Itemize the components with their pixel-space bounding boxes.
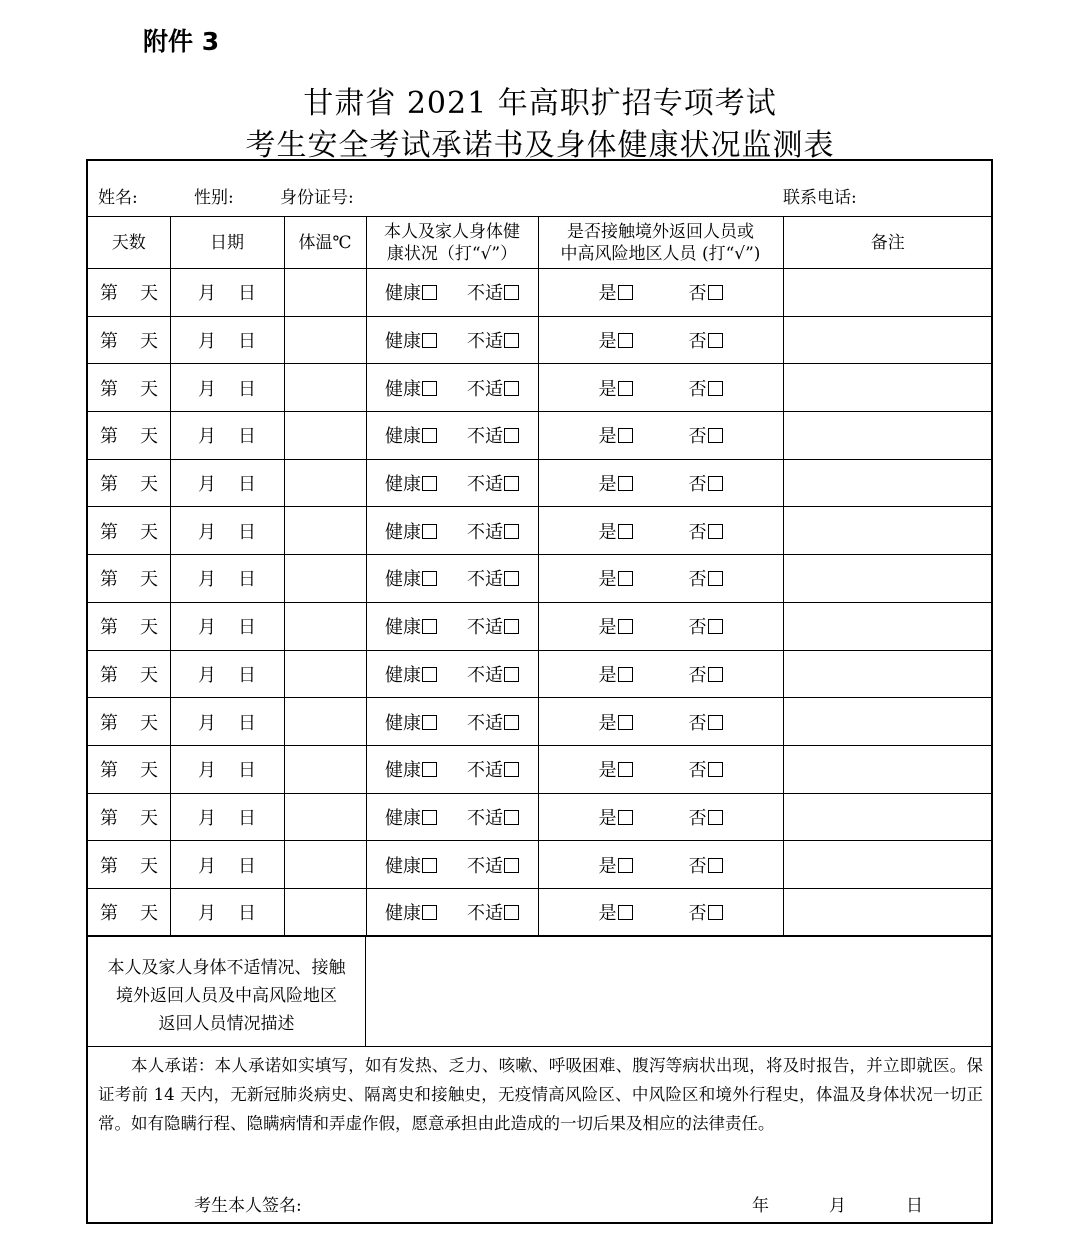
date-cell: 月 日 — [170, 888, 284, 936]
health-status-cell: 健康 不适 — [366, 698, 538, 746]
contact-status-cell: 是 否 — [538, 793, 783, 841]
col-day-header: 天数 — [88, 217, 170, 269]
no-checkbox[interactable] — [708, 476, 723, 491]
remark-cell[interactable] — [783, 650, 992, 698]
healthy-checkbox[interactable] — [422, 762, 437, 777]
table-row — [88, 364, 992, 412]
remark-cell[interactable] — [783, 698, 992, 746]
form-subtitle: 考生安全考试承诺书及身体健康状况监测表 — [245, 128, 835, 163]
table-row — [88, 698, 992, 746]
healthy-checkbox[interactable] — [422, 810, 437, 825]
remark-cell[interactable] — [783, 269, 992, 317]
date-cell: 月 日 — [170, 364, 284, 412]
name-label: 姓名: — [98, 188, 138, 208]
contact-status-cell: 是 否 — [538, 364, 783, 412]
remark-cell[interactable] — [783, 507, 992, 555]
remark-cell[interactable] — [783, 555, 992, 603]
contact-status-cell: 是 否 — [538, 459, 783, 507]
remark-cell[interactable] — [783, 745, 992, 793]
day-cell: 第 天 — [88, 507, 170, 555]
no-checkbox[interactable] — [708, 333, 723, 348]
day-cell: 第 天 — [88, 364, 170, 412]
signature-year: 年 — [752, 1196, 769, 1216]
no-checkbox[interactable] — [708, 762, 723, 777]
yes-checkbox[interactable] — [618, 667, 633, 682]
health-status-cell: 健康 不适 — [366, 602, 538, 650]
table-row — [88, 459, 992, 507]
yes-checkbox[interactable] — [618, 381, 633, 396]
contact-status-cell: 是 否 — [538, 316, 783, 364]
remark-cell[interactable] — [783, 364, 992, 412]
col-temperature-header: 体温℃ — [284, 217, 366, 269]
remark-cell[interactable] — [783, 841, 992, 889]
col-health-header: 本人及家人身体健 康状况（打“√”） — [366, 217, 538, 269]
date-cell: 月 日 — [170, 459, 284, 507]
healthy-checkbox[interactable] — [422, 381, 437, 396]
day-cell: 第 天 — [88, 698, 170, 746]
id-number-label: 身份证号: — [280, 188, 354, 208]
contact-status-cell: 是 否 — [538, 888, 783, 936]
date-cell: 月 日 — [170, 698, 284, 746]
no-checkbox[interactable] — [708, 667, 723, 682]
table-row — [88, 745, 992, 793]
temperature-cell[interactable] — [284, 602, 366, 650]
contact-status-cell: 是 否 — [538, 698, 783, 746]
day-cell: 第 天 — [88, 555, 170, 603]
yes-checkbox[interactable] — [618, 810, 633, 825]
yes-checkbox[interactable] — [618, 571, 633, 586]
temperature-cell[interactable] — [284, 793, 366, 841]
date-cell: 月 日 — [170, 602, 284, 650]
healthy-checkbox[interactable] — [422, 333, 437, 348]
healthy-checkbox[interactable] — [422, 715, 437, 730]
day-cell: 第 天 — [88, 602, 170, 650]
unwell-checkbox[interactable] — [504, 428, 519, 443]
remark-cell[interactable] — [783, 412, 992, 460]
signature-label: 考生本人签名: — [194, 1196, 302, 1216]
contact-status-cell: 是 否 — [538, 269, 783, 317]
yes-checkbox[interactable] — [618, 428, 633, 443]
temperature-cell[interactable] — [284, 698, 366, 746]
health-status-cell: 健康 不适 — [366, 364, 538, 412]
healthy-checkbox[interactable] — [422, 619, 437, 634]
unwell-checkbox[interactable] — [504, 762, 519, 777]
date-cell: 月 日 — [170, 745, 284, 793]
unwell-checkbox[interactable] — [504, 905, 519, 920]
date-cell: 月 日 — [170, 507, 284, 555]
health-status-cell: 健康 不适 — [366, 507, 538, 555]
table-row — [88, 269, 992, 317]
table-row — [88, 316, 992, 364]
signature-month: 月 — [829, 1196, 846, 1216]
table-header-row — [88, 217, 992, 269]
contact-status-cell: 是 否 — [538, 650, 783, 698]
temperature-cell[interactable] — [284, 364, 366, 412]
table-row — [88, 650, 992, 698]
healthy-checkbox[interactable] — [422, 428, 437, 443]
no-checkbox[interactable] — [708, 381, 723, 396]
description-row — [88, 935, 991, 1047]
yes-checkbox[interactable] — [618, 619, 633, 634]
yes-checkbox[interactable] — [618, 333, 633, 348]
form-title: 甘肃省 2021 年高职扩招专项考试 — [303, 86, 777, 121]
date-cell: 月 日 — [170, 316, 284, 364]
yes-checkbox[interactable] — [618, 285, 633, 300]
date-cell: 月 日 — [170, 269, 284, 317]
table-row — [88, 507, 992, 555]
table-row — [88, 841, 992, 889]
health-status-cell: 健康 不适 — [366, 888, 538, 936]
gender-label: 性别: — [194, 188, 234, 208]
remark-cell[interactable] — [783, 888, 992, 936]
pledge-text: 本人承诺：本人承诺如实填写，如有发热、乏力、咳嗽、呼吸困难、腹泻等病状出现，将及时报告，并立即就医。保证考前 14 天内，无新冠肺炎病史、隔离史和接触史，无疫情高风险区、中风险区和境外行程史，体温及身体状况一切正常。如有隐瞒行程、隐瞒病情和弄虚作假，愿意承担由此造成的一切后果及相应的法律责任。 — [98, 1056, 983, 1133]
unwell-checkbox[interactable] — [504, 810, 519, 825]
temperature-cell[interactable] — [284, 459, 366, 507]
unwell-checkbox[interactable] — [504, 333, 519, 348]
unwell-checkbox[interactable] — [504, 524, 519, 539]
day-cell: 第 天 — [88, 793, 170, 841]
unwell-checkbox[interactable] — [504, 571, 519, 586]
unwell-checkbox[interactable] — [504, 476, 519, 491]
table-row — [88, 888, 992, 936]
temperature-cell[interactable] — [284, 269, 366, 317]
remark-cell[interactable] — [783, 316, 992, 364]
day-cell: 第 天 — [88, 269, 170, 317]
yes-checkbox[interactable] — [618, 858, 633, 873]
remark-cell[interactable] — [783, 793, 992, 841]
contact-status-cell: 是 否 — [538, 507, 783, 555]
temperature-cell[interactable] — [284, 507, 366, 555]
no-checkbox[interactable] — [708, 905, 723, 920]
no-checkbox[interactable] — [708, 524, 723, 539]
health-monitoring-form — [86, 159, 993, 1224]
yes-checkbox[interactable] — [618, 476, 633, 491]
health-status-cell: 健康 不适 — [366, 316, 538, 364]
healthy-checkbox[interactable] — [422, 571, 437, 586]
day-cell: 第 天 — [88, 650, 170, 698]
day-cell: 第 天 — [88, 316, 170, 364]
unwell-checkbox[interactable] — [504, 285, 519, 300]
col-contact-header: 是否接触境外返回人员或 中高风险地区人员 (打“√”) — [538, 217, 783, 269]
temperature-cell[interactable] — [284, 888, 366, 936]
yes-checkbox[interactable] — [618, 715, 633, 730]
remark-cell[interactable] — [783, 602, 992, 650]
no-checkbox[interactable] — [708, 285, 723, 300]
no-checkbox[interactable] — [708, 715, 723, 730]
day-cell: 第 天 — [88, 888, 170, 936]
health-status-cell: 健康 不适 — [366, 793, 538, 841]
health-status-cell: 健康 不适 — [366, 745, 538, 793]
date-cell: 月 日 — [170, 412, 284, 460]
temperature-cell[interactable] — [284, 841, 366, 889]
unwell-checkbox[interactable] — [504, 858, 519, 873]
health-status-cell: 健康 不适 — [366, 459, 538, 507]
remark-cell[interactable] — [783, 459, 992, 507]
no-checkbox[interactable] — [708, 858, 723, 873]
healthy-checkbox[interactable] — [422, 858, 437, 873]
col-date-header: 日期 — [170, 217, 284, 269]
contact-status-cell: 是 否 — [538, 602, 783, 650]
contact-status-cell: 是 否 — [538, 555, 783, 603]
day-cell: 第 天 — [88, 412, 170, 460]
attachment-label: 附件 3 — [143, 27, 220, 56]
daily-monitoring-table — [88, 216, 992, 937]
day-cell: 第 天 — [88, 841, 170, 889]
phone-label: 联系电话: — [783, 188, 857, 208]
date-cell: 月 日 — [170, 650, 284, 698]
unwell-checkbox[interactable] — [504, 715, 519, 730]
healthy-checkbox[interactable] — [422, 285, 437, 300]
table-row — [88, 412, 992, 460]
date-cell: 月 日 — [170, 841, 284, 889]
health-status-cell: 健康 不适 — [366, 555, 538, 603]
no-checkbox[interactable] — [708, 428, 723, 443]
healthy-checkbox[interactable] — [422, 476, 437, 491]
no-checkbox[interactable] — [708, 619, 723, 634]
healthy-checkbox[interactable] — [422, 524, 437, 539]
contact-status-cell: 是 否 — [538, 745, 783, 793]
contact-status-cell: 是 否 — [538, 412, 783, 460]
temperature-cell[interactable] — [284, 412, 366, 460]
day-cell: 第 天 — [88, 745, 170, 793]
unwell-checkbox[interactable] — [504, 381, 519, 396]
health-status-cell: 健康 不适 — [366, 412, 538, 460]
yes-checkbox[interactable] — [618, 762, 633, 777]
no-checkbox[interactable] — [708, 810, 723, 825]
personal-info-row — [88, 161, 991, 217]
health-status-cell: 健康 不适 — [366, 650, 538, 698]
healthy-checkbox[interactable] — [422, 667, 437, 682]
unwell-checkbox[interactable] — [504, 619, 519, 634]
temperature-cell[interactable] — [284, 316, 366, 364]
col-remark-header: 备注 — [783, 217, 992, 269]
healthy-checkbox[interactable] — [422, 905, 437, 920]
table-row — [88, 602, 992, 650]
table-row — [88, 793, 992, 841]
day-cell: 第 天 — [88, 459, 170, 507]
signature-day: 日 — [906, 1196, 923, 1216]
date-cell: 月 日 — [170, 793, 284, 841]
temperature-cell[interactable] — [284, 650, 366, 698]
table-row — [88, 555, 992, 603]
description-label: 本人及家人身体不适情况、接触 境外返回人员及中高风险地区 返回人员情况描述 — [88, 936, 366, 1046]
temperature-cell[interactable] — [284, 555, 366, 603]
no-checkbox[interactable] — [708, 571, 723, 586]
date-cell: 月 日 — [170, 555, 284, 603]
yes-checkbox[interactable] — [618, 905, 633, 920]
contact-status-cell: 是 否 — [538, 841, 783, 889]
unwell-checkbox[interactable] — [504, 667, 519, 682]
health-status-cell: 健康 不适 — [366, 269, 538, 317]
temperature-cell[interactable] — [284, 745, 366, 793]
yes-checkbox[interactable] — [618, 524, 633, 539]
health-status-cell: 健康 不适 — [366, 841, 538, 889]
